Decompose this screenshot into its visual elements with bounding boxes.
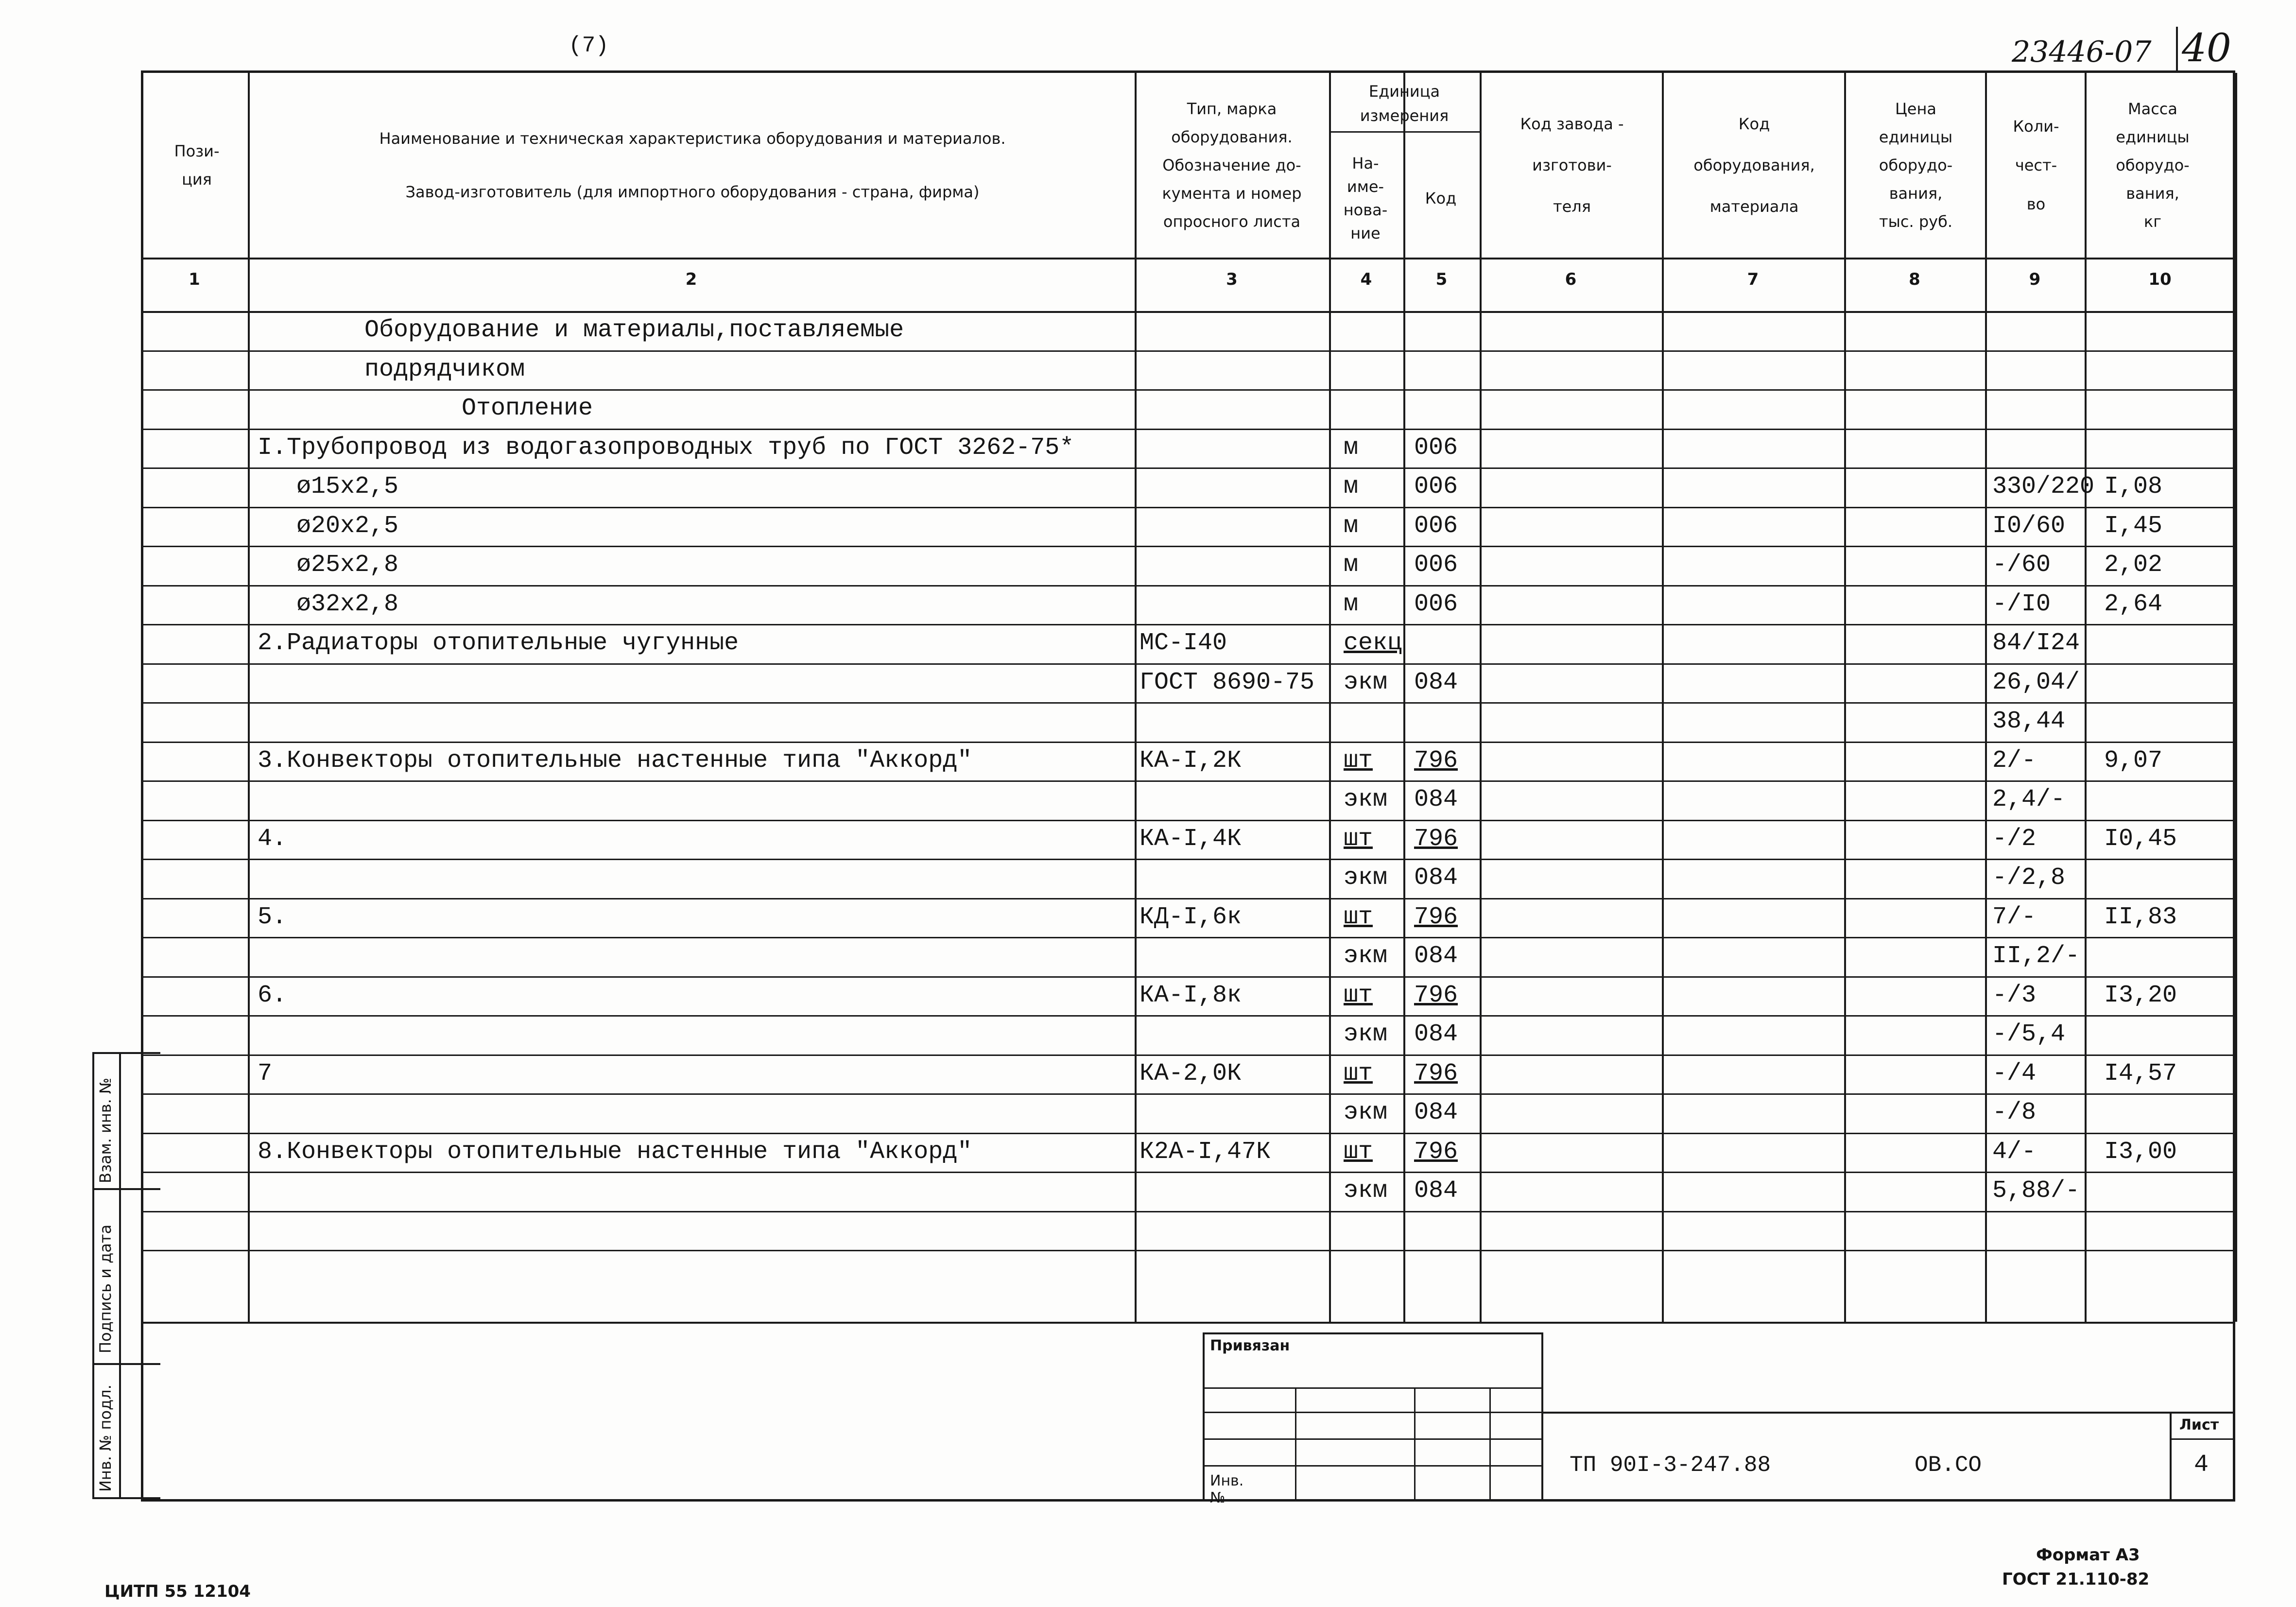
grid-line <box>141 780 2235 782</box>
header-position: Пози- ция <box>174 142 220 189</box>
grid-line <box>141 1133 2235 1134</box>
header-name: Наименование и техническая характеристика оборудования и материалов. Завод-изготовитель (для импортного оборудования - страна, фирма) <box>379 129 1006 201</box>
item-name: 3.Конвекторы отопительные настенные типа "Аккорд" <box>258 746 972 775</box>
unit-name: экм <box>1344 1177 1388 1205</box>
quantity: -/8 <box>1992 1099 2037 1126</box>
mass: I,08 <box>2104 473 2163 501</box>
header-unit-code: Код <box>1425 189 1457 207</box>
grid-line <box>141 258 2235 259</box>
header-unit-group: Единица измерения <box>1360 82 1449 125</box>
grid-line <box>141 467 2235 469</box>
item-name: ø20x2,5 <box>296 512 399 540</box>
grid-line <box>1480 73 1482 1322</box>
mass: I3,00 <box>2104 1138 2177 1166</box>
item-name: 8.Конвекторы отопительные настенные типа "Аккорд" <box>258 1138 972 1166</box>
item-type: КД-I,6к <box>1139 903 1242 931</box>
doc-number: ТП 90I-3-247.88 <box>1570 1452 1771 1478</box>
quantity: 5,88/- <box>1992 1177 2080 1205</box>
unit-name: экм <box>1344 1020 1388 1048</box>
unit-name: м <box>1344 512 1359 540</box>
unit-name: экм <box>1344 668 1388 696</box>
quantity: 7/- <box>1992 903 2037 931</box>
side-stamp <box>92 1052 160 1499</box>
mass: 9,07 <box>2104 746 2163 775</box>
unit-name: секц <box>1344 629 1402 657</box>
unit-name: шт <box>1344 981 1373 1009</box>
inv-vzam-label: Взам. инв. № <box>96 1077 115 1183</box>
grid-line <box>248 73 250 1322</box>
grid-line <box>1403 73 1405 1322</box>
item-type: ГОСТ 8690-75 <box>1139 668 1315 696</box>
mass: I3,20 <box>2104 981 2177 1009</box>
grid-line <box>1662 73 1664 1322</box>
grid-line <box>141 1211 2235 1212</box>
mass: I4,57 <box>2104 1059 2177 1088</box>
unit-name: шт <box>1344 1059 1373 1088</box>
grid-line <box>141 976 2235 978</box>
grid-line <box>141 1093 2235 1095</box>
item-type: К2А-I,47К <box>1139 1138 1271 1166</box>
column-number: 10 <box>2148 270 2172 289</box>
quantity: 84/I24 <box>1992 629 2080 657</box>
sheet-label: Лист <box>2179 1417 2219 1434</box>
column-number: 9 <box>2029 270 2041 289</box>
unit-code: 796 <box>1414 1138 1458 1166</box>
item-type: КА-I,8к <box>1139 981 1242 1009</box>
grid-line <box>141 350 2235 352</box>
column-number: 5 <box>1435 270 1448 289</box>
unit-name: м <box>1344 473 1359 501</box>
item-type: КА-I,2К <box>1139 746 1242 775</box>
item-type: МС-I40 <box>1139 629 1227 657</box>
item-name: 2.Радиаторы отопительные чугунные <box>258 629 739 657</box>
column-number: 2 <box>685 270 697 289</box>
quantity: 330/220 <box>1992 473 2095 501</box>
quantity: -/5,4 <box>1992 1020 2066 1048</box>
grid-line <box>1329 131 1480 133</box>
unit-code: 084 <box>1414 1177 1458 1205</box>
column-number: 1 <box>189 270 200 289</box>
grid-line <box>1985 73 1987 1322</box>
grid-line <box>141 820 2235 821</box>
sheet-marker: (7) <box>569 33 609 58</box>
inv-no-label: Инв. № <box>1210 1472 1244 1506</box>
sign-date-label: Подпись и дата <box>96 1224 115 1353</box>
grid-line <box>141 742 2235 743</box>
unit-code: 084 <box>1414 1020 1458 1048</box>
column-number: 8 <box>1909 270 1920 289</box>
grid-line <box>141 546 2235 547</box>
format-label: Формат А3 <box>2036 1545 2140 1565</box>
grid-line <box>141 624 2235 625</box>
header-unit-name: На- име- нова- ние <box>1343 154 1388 242</box>
quantity: -/4 <box>1992 1059 2037 1088</box>
header-type: Тип, марка оборудования. Обозначение до- кумента и номер опросного листа <box>1162 100 1302 231</box>
unit-code: 006 <box>1414 433 1458 462</box>
quantity: -/60 <box>1992 551 2051 579</box>
printer-label: ЦИТП 55 12104 <box>104 1582 251 1601</box>
header-mass: Масса единицы оборудо- вания, кг <box>2116 100 2190 231</box>
unit-name: шт <box>1344 1138 1373 1166</box>
grid-line <box>141 585 2235 587</box>
unit-name: экм <box>1344 786 1388 813</box>
grid-line <box>141 311 2235 313</box>
quantity: 26,04/ <box>1992 668 2080 696</box>
unit-name: м <box>1344 433 1359 462</box>
unit-code: 006 <box>1414 590 1458 618</box>
item-name: 6. <box>258 981 287 1009</box>
quantity: -/I0 <box>1992 590 2051 618</box>
item-name: ø32x2,8 <box>296 590 399 618</box>
mass: I,45 <box>2104 512 2163 540</box>
grid-line <box>1135 73 1137 1322</box>
column-number: 3 <box>1226 270 1238 289</box>
grid-line <box>141 898 2235 899</box>
mass: 2,02 <box>2104 551 2163 579</box>
unit-code: 084 <box>1414 786 1458 813</box>
grid-line <box>141 389 2235 391</box>
grid-line <box>2235 73 2237 1322</box>
header-equipment-code: Код оборудования, материала <box>1693 114 1815 216</box>
header-quantity: Коли- чест- во <box>2013 117 2059 213</box>
unit-code: 084 <box>1414 1099 1458 1126</box>
unit-name: экм <box>1344 942 1388 970</box>
mass: I0,45 <box>2104 825 2177 853</box>
grid-line <box>141 429 2235 430</box>
page-number: 40 <box>2182 25 2231 70</box>
item-name: Отопление <box>462 395 593 422</box>
unit-name: экм <box>1344 864 1388 892</box>
inv-podl-label: Инв. № подл. <box>96 1384 115 1492</box>
doc-section: ОВ.СО <box>1915 1452 1982 1478</box>
item-name: 4. <box>258 825 287 853</box>
quantity: 4/- <box>1992 1138 2037 1166</box>
unit-code: 796 <box>1414 746 1458 775</box>
item-name: 5. <box>258 903 287 931</box>
item-type: КА-I,4К <box>1139 825 1242 853</box>
unit-name: м <box>1344 590 1359 618</box>
quantity: -/3 <box>1992 981 2037 1009</box>
item-name: подрядчиком <box>364 355 525 383</box>
column-number: 7 <box>1747 270 1759 289</box>
column-number: 6 <box>1565 270 1577 289</box>
mass: 2,64 <box>2104 590 2163 618</box>
grid-line <box>141 702 2235 704</box>
grid-line <box>141 663 2235 665</box>
privyazan-label: Привязан <box>1210 1337 1290 1354</box>
header-price: Цена единицы оборудо- вания, тыс. руб. <box>1879 100 1953 231</box>
unit-code: 796 <box>1414 903 1458 931</box>
grid-line <box>1329 73 1331 1322</box>
grid-line <box>1844 73 1846 1322</box>
unit-name: экм <box>1344 1099 1388 1126</box>
unit-code: 006 <box>1414 473 1458 501</box>
unit-name: м <box>1344 551 1359 579</box>
item-name: ø15x2,5 <box>296 473 399 501</box>
unit-code: 006 <box>1414 512 1458 540</box>
unit-name: шт <box>1344 825 1373 853</box>
unit-code: 796 <box>1414 1059 1458 1088</box>
quantity: I0/60 <box>1992 512 2066 540</box>
grid-line <box>141 1322 2235 1324</box>
grid-line <box>141 507 2235 508</box>
unit-code: 084 <box>1414 864 1458 892</box>
item-name: Оборудование и материалы,поставляемые <box>364 316 904 344</box>
quantity: -/2 <box>1992 825 2037 853</box>
grid-line <box>141 1172 2235 1173</box>
item-name: 7 <box>258 1059 273 1088</box>
unit-code: 796 <box>1414 981 1458 1009</box>
grid-line <box>141 1250 2235 1251</box>
unit-code: 084 <box>1414 942 1458 970</box>
quantity: 2,4/- <box>1992 786 2066 813</box>
quantity: 2/- <box>1992 746 2037 775</box>
item-name: I.Трубопровод из водогазопроводных труб по ГОСТ 3262-75* <box>258 433 1074 462</box>
grid-line <box>141 937 2235 938</box>
grid-line <box>141 859 2235 860</box>
unit-name: шт <box>1344 903 1373 931</box>
item-type: КА-2,0К <box>1139 1059 1242 1088</box>
sheet-number: 4 <box>2194 1451 2209 1479</box>
header-factory-code: Код завода - изготови- теля <box>1520 114 1624 216</box>
grid-line <box>141 1054 2235 1056</box>
doc-code: 23446-07 <box>2012 35 2152 69</box>
unit-code: 796 <box>1414 825 1458 853</box>
unit-name: шт <box>1344 746 1373 775</box>
item-name: ø25x2,8 <box>296 551 399 579</box>
standard-label: ГОСТ 21.110-82 <box>2002 1570 2150 1589</box>
quantity: -/2,8 <box>1992 864 2066 892</box>
grid-line <box>141 1015 2235 1017</box>
quantity: II,2/- <box>1992 942 2080 970</box>
unit-code: 084 <box>1414 668 1458 696</box>
unit-code: 006 <box>1414 551 1458 579</box>
mass: II,83 <box>2104 903 2177 931</box>
grid-line <box>2085 73 2087 1322</box>
column-number: 4 <box>1360 270 1372 289</box>
quantity: 38,44 <box>1992 708 2066 735</box>
